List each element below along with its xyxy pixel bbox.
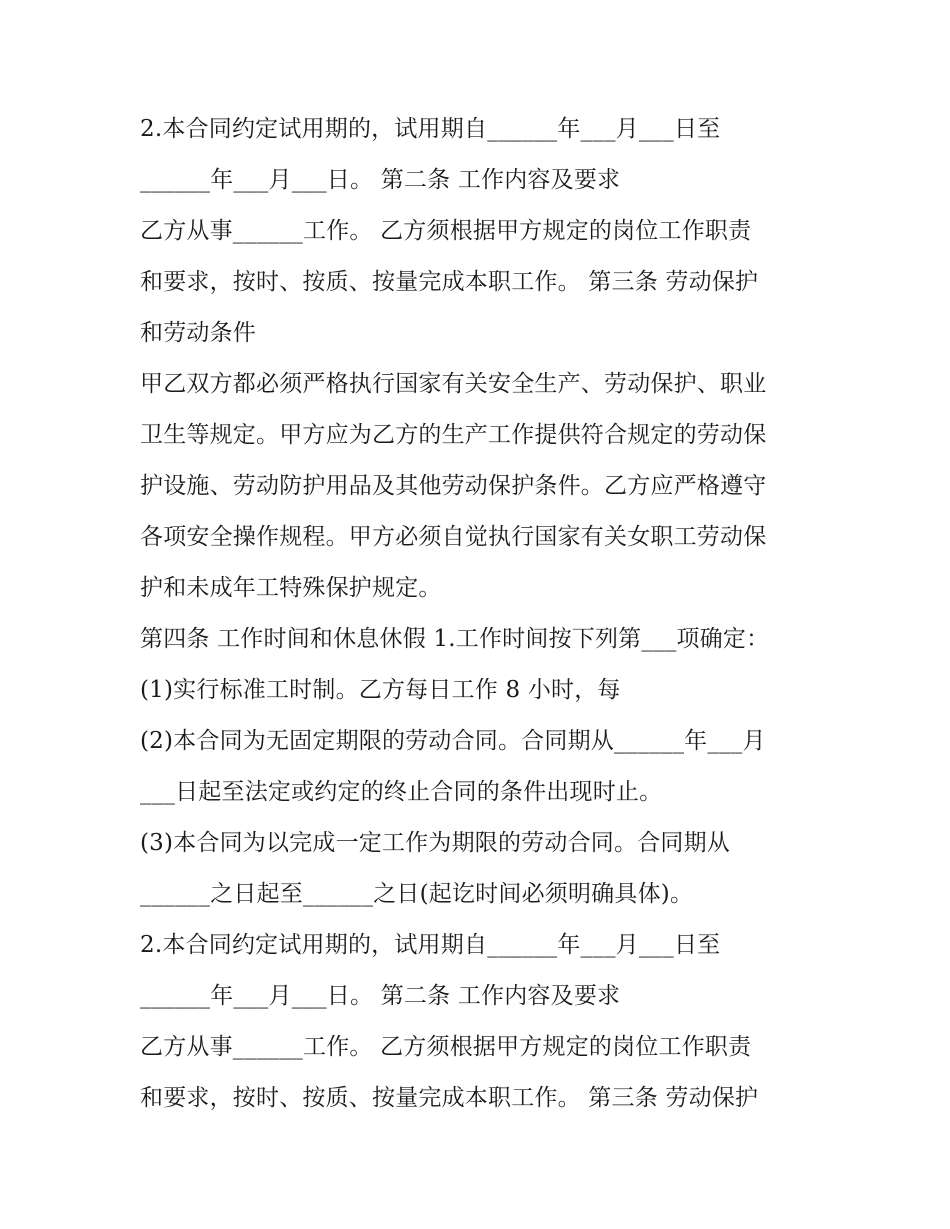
text-line: (3)本合同为以完成一定工作为期限的劳动合同。合同期从	[140, 830, 730, 856]
text-line: 和要求，按时、按质、按量完成本职工作。 第三条 劳动保护	[140, 269, 759, 295]
text-line: (2)本合同为无固定期限的劳动合同。合同期从______年___月	[140, 728, 766, 754]
text-line: 第四条 工作时间和休息休假 1.工作时间按下列第___项确定：	[140, 626, 770, 652]
text-line: 甲乙双方都必须严格执行国家有关安全生产、劳动保护、职业	[140, 371, 767, 397]
text-line: 和劳动条件	[140, 320, 256, 346]
text-line: ______年___月___日。 第二条 工作内容及要求	[140, 167, 621, 193]
document-body	[140, 104, 820, 1124]
text-line: 2.本合同约定试用期的，试用期自______年___月___日至	[140, 116, 721, 142]
text-line: 乙方从事______工作。 乙方须根据甲方规定的岗位工作职责	[140, 218, 752, 244]
text-line: 各项安全操作规程。甲方必须自觉执行国家有关女职工劳动保	[140, 524, 767, 550]
text-line: 卫生等规定。甲方应为乙方的生产工作提供符合规定的劳动保	[140, 422, 767, 448]
text-line: (1)实行标准工时制。乙方每日工作 8 小时，每	[140, 677, 621, 703]
text-line: 护设施、劳动防护用品及其他劳动保护条件。乙方应严格遵守	[140, 473, 767, 499]
text-line: ______之日起至______之日(起讫时间必须明确具体)。	[140, 881, 694, 907]
text-line: 和要求，按时、按质、按量完成本职工作。 第三条 劳动保护	[140, 1085, 759, 1111]
text-line: ___日起至法定或约定的终止合同的条件出现时止。	[140, 779, 663, 805]
text-line: 护和未成年工特殊保护规定。	[140, 575, 442, 601]
text-line: ______年___月___日。 第二条 工作内容及要求	[140, 983, 621, 1009]
text-line: 乙方从事______工作。 乙方须根据甲方规定的岗位工作职责	[140, 1034, 752, 1060]
text-line: 2.本合同约定试用期的，试用期自______年___月___日至	[140, 932, 721, 958]
